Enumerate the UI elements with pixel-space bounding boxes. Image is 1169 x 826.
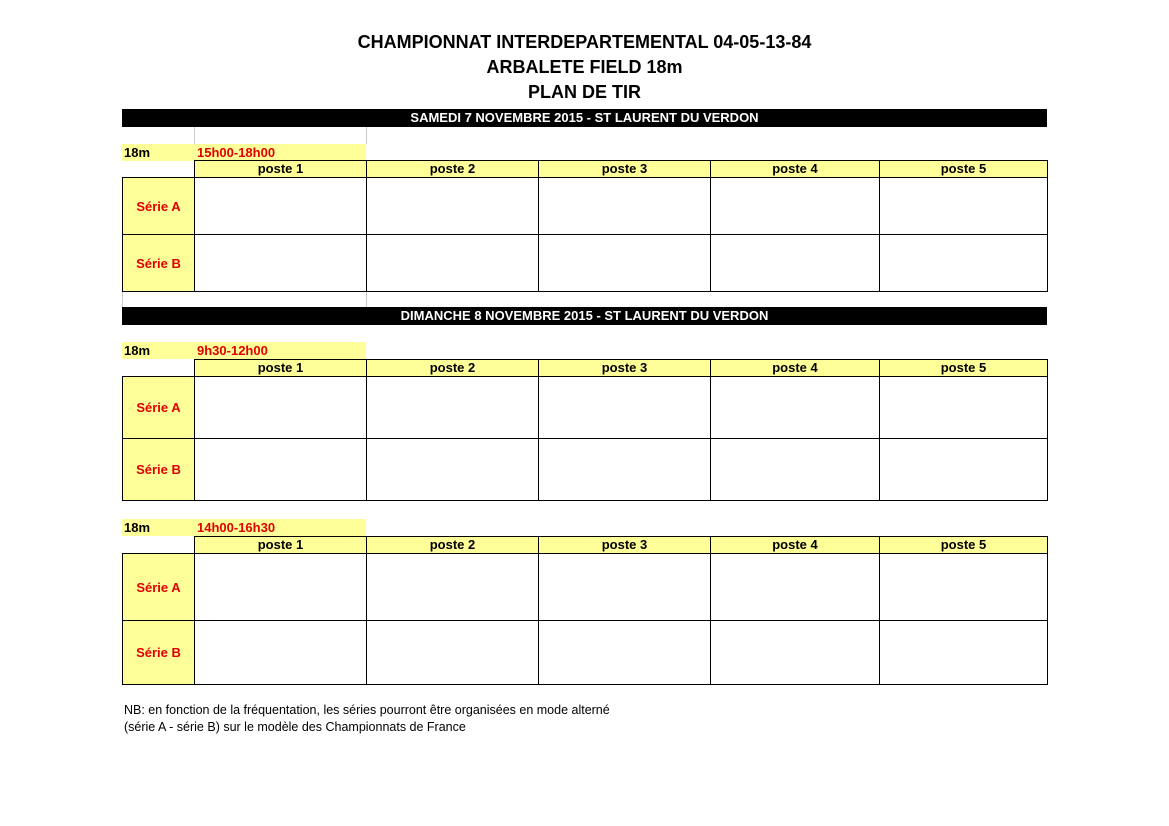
- poste-header: poste 5: [880, 161, 1048, 178]
- slot-cell[interactable]: [539, 554, 711, 621]
- slot-cell[interactable]: [711, 439, 880, 501]
- title-championship: CHAMPIONNAT INTERDEPARTEMENTAL 04-05-13-84: [357, 32, 812, 52]
- slot-cell[interactable]: [539, 235, 711, 292]
- serie-label: Série B: [123, 439, 195, 501]
- poste-header: poste 1: [195, 360, 367, 377]
- serie-label: Série A: [123, 377, 195, 439]
- slot-cell[interactable]: [711, 235, 880, 292]
- slot-cell[interactable]: [367, 554, 539, 621]
- table-header-row: [123, 360, 1048, 377]
- title-discipline: ARBALETE FIELD 18m: [486, 57, 683, 77]
- slot-cell[interactable]: [367, 235, 539, 292]
- shooting-plan-table-3: [122, 536, 1048, 685]
- slot-cell[interactable]: [880, 554, 1048, 621]
- gridline: [122, 292, 123, 307]
- poste-header: poste 5: [880, 537, 1048, 554]
- slot-cell[interactable]: [539, 377, 711, 439]
- table-row: [123, 377, 1048, 439]
- slot-cell[interactable]: [880, 178, 1048, 235]
- document-header: [0, 30, 1169, 105]
- slot-cell[interactable]: [711, 178, 880, 235]
- poste-header: poste 1: [195, 537, 367, 554]
- table-row: [123, 439, 1048, 501]
- gridline: [366, 127, 367, 144]
- footnote: [124, 702, 610, 736]
- poste-header: poste 3: [539, 161, 711, 178]
- shooting-plan-table-2: [122, 359, 1048, 501]
- table-header-row: [123, 537, 1048, 554]
- slot-cell[interactable]: [539, 178, 711, 235]
- slot-cell[interactable]: [880, 439, 1048, 501]
- session-time: 15h00-18h00: [194, 144, 366, 161]
- title-plan: PLAN DE TIR: [527, 82, 641, 102]
- gridline: [194, 127, 195, 144]
- slot-cell[interactable]: [367, 178, 539, 235]
- poste-header: poste 2: [367, 360, 539, 377]
- slot-cell[interactable]: [195, 178, 367, 235]
- table-row: [123, 235, 1048, 292]
- session-distance: 18m: [122, 519, 194, 536]
- table-header-row: [123, 161, 1048, 178]
- slot-cell[interactable]: [195, 235, 367, 292]
- poste-header: poste 1: [195, 161, 367, 178]
- session-time: 9h30-12h00: [194, 342, 366, 359]
- poste-header: poste 2: [367, 161, 539, 178]
- poste-header: poste 4: [711, 360, 880, 377]
- poste-header: poste 4: [711, 161, 880, 178]
- table-row: [123, 621, 1048, 685]
- poste-header: poste 2: [367, 537, 539, 554]
- serie-label: Série A: [123, 554, 195, 621]
- slot-cell[interactable]: [195, 439, 367, 501]
- poste-header: poste 5: [880, 360, 1048, 377]
- day-banner-sunday: DIMANCHE 8 NOVEMBRE 2015 - ST LAURENT DU VERDON: [122, 307, 1047, 325]
- table-corner: [123, 360, 195, 377]
- serie-label: Série B: [123, 621, 195, 685]
- session-time: 14h00-16h30: [194, 519, 366, 536]
- serie-label: Série B: [123, 235, 195, 292]
- slot-cell[interactable]: [880, 235, 1048, 292]
- slot-cell[interactable]: [711, 621, 880, 685]
- table-corner: [123, 537, 195, 554]
- serie-label: Série A: [123, 178, 195, 235]
- gridline: [366, 292, 367, 307]
- footnote-line: NB: en fonction de la fréquentation, les séries pourront être organisées en mode alterné: [124, 703, 610, 717]
- shooting-plan-table-1: [122, 160, 1048, 292]
- poste-header: poste 4: [711, 537, 880, 554]
- slot-cell[interactable]: [195, 377, 367, 439]
- slot-cell[interactable]: [195, 554, 367, 621]
- table-row: [123, 178, 1048, 235]
- slot-cell[interactable]: [880, 621, 1048, 685]
- footnote-line: (série A - série B) sur le modèle des Championnats de France: [124, 720, 466, 734]
- day-banner-saturday: SAMEDI 7 NOVEMBRE 2015 - ST LAURENT DU VERDON: [122, 109, 1047, 127]
- session-distance: 18m: [122, 144, 194, 161]
- session-distance: 18m: [122, 342, 194, 359]
- slot-cell[interactable]: [711, 554, 880, 621]
- slot-cell[interactable]: [880, 377, 1048, 439]
- slot-cell[interactable]: [195, 621, 367, 685]
- table-corner: [123, 161, 195, 178]
- poste-header: poste 3: [539, 537, 711, 554]
- slot-cell[interactable]: [367, 377, 539, 439]
- slot-cell[interactable]: [539, 439, 711, 501]
- slot-cell[interactable]: [367, 621, 539, 685]
- slot-cell[interactable]: [711, 377, 880, 439]
- poste-header: poste 3: [539, 360, 711, 377]
- slot-cell[interactable]: [539, 621, 711, 685]
- slot-cell[interactable]: [367, 439, 539, 501]
- table-row: [123, 554, 1048, 621]
